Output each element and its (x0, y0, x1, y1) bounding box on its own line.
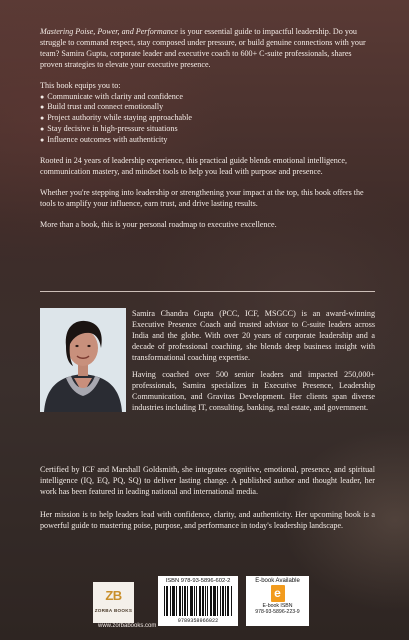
barcode-bar (227, 586, 228, 616)
barcode-bar (199, 586, 200, 616)
intro-text: is your essential guide to impactful leadership. Do you struggle to command respect, stay composed under pressure, or build genuine connections with your team? Samira Gupta, corporate leader and executive coach to 600+ C-suite professionals, shares proven strategies to elevate your executive presence. (40, 27, 366, 69)
author-bio-2: Having coached over 500 senior leaders and impacted 250,000+ professionals, Samira specializes in Executive Presence, Leadership Communication, and Gravitas Development. Her clients span diverse industries including IT, consulting, banking, real estate, and government. (132, 370, 375, 412)
barcode-bar (172, 586, 173, 616)
barcode-bar (217, 586, 218, 616)
logo-text: ZB (105, 588, 122, 603)
barcode-bar (176, 586, 177, 616)
barcode-bar (214, 586, 215, 616)
book-title-italic: Mastering Poise, Power, and Performance (40, 27, 179, 36)
barcode-bar (228, 586, 229, 616)
barcode-bar (225, 586, 226, 616)
barcode-bar (179, 586, 180, 616)
barcode-bar (220, 586, 221, 616)
barcode-bar (196, 586, 197, 616)
barcode-bar (187, 586, 188, 616)
equips-heading: This book equips you to: (40, 80, 121, 90)
barcode-bar (185, 586, 186, 616)
author-bio-3: Certified by ICF and Marshall Goldsmith, she integrates cognitive, emotional, presence, and spiritual intelligence (IQ, EQ, PQ, SQ) to deliver lasting change. A published author and thought leader, her work has been featured in leading national and international media. (40, 465, 375, 496)
book-blurb (40, 27, 375, 241)
barcode-bar (180, 586, 181, 616)
barcode-bar (203, 586, 204, 616)
benefit-list (40, 92, 375, 147)
isbn-label: ISBN 978-93-5896-602-2 (165, 578, 231, 584)
barcode-bar (205, 586, 206, 616)
barcode-bar (200, 586, 201, 616)
publisher-name: ZORBA BOOKS (94, 608, 133, 613)
benefit-item: ● Build trust and connect emotionally (40, 102, 375, 113)
barcode-bar (213, 586, 214, 616)
ebook-isbn-label: E-book ISBN (262, 603, 293, 609)
ebook-icon: e (271, 585, 285, 602)
author-photo (40, 308, 126, 412)
publisher-website[interactable]: www.zorbabooks.com (98, 623, 157, 629)
barcode-bar (173, 586, 174, 616)
author-bio-4: Her mission is to help leaders lead with confidence, clarity, and authenticity. Her upcoming book is a powerful guide to mastering poise, purpose, and performance in today's leadership landscape. (40, 510, 375, 530)
barcode-bar (231, 586, 232, 616)
barcode-bar (223, 586, 224, 616)
barcode-bar (215, 586, 216, 616)
barcode-bar (182, 586, 183, 616)
barcode-bar (191, 586, 192, 616)
benefit-item: ● Influence outcomes with authenticity (40, 135, 375, 146)
publisher-logo (93, 582, 134, 623)
barcode-bar (167, 586, 168, 616)
rooted-paragraph: Rooted in 24 years of leadership experience, this practical guide blends emotional intelligence, communication mastery, and mindset tools to help you lead with purpose and presence. (40, 156, 348, 176)
intro-paragraph (40, 27, 375, 71)
barcode-bar (184, 586, 185, 616)
barcode-bar (174, 586, 175, 616)
barcode-bar (210, 586, 211, 616)
closing-paragraph: More than a book, this is your personal roadmap to executive excellence. (40, 219, 277, 229)
barcode-digits: 9789358966022 (177, 618, 219, 624)
barcode-bar (166, 586, 167, 616)
barcode-bar (164, 586, 165, 616)
author-bio-1: Samira Chandra Gupta (PCC, ICF, MSGCC) is an award-winning Executive Presence Coach and trusted advisor to C-suite leaders across India and the globe. With over 20 years of corporate leadership and a decade of professional coaching, she blends deep business insight with transformational coaching expertise. (132, 309, 375, 362)
benefit-item: ● Project authority while staying approachable (40, 113, 375, 124)
barcode-bar (222, 586, 223, 616)
author-portrait-graphic (40, 308, 126, 412)
barcode-bar (170, 586, 171, 616)
zorba-logo-mark (105, 588, 121, 603)
barcode-bar (190, 586, 191, 616)
benefit-item: ● Stay decisive in high-pressure situations (40, 124, 375, 135)
isbn-barcode (158, 576, 238, 626)
barcode-bar (207, 586, 208, 616)
ebook-isbn-number: 978-93-5896-223-9 (255, 609, 300, 615)
barcode-bar (194, 586, 195, 616)
barcode-graphic (164, 586, 232, 618)
barcode-bar (192, 586, 193, 616)
whether-paragraph: Whether you're stepping into leadership or strengthening your impact at the top, this book offers the tools to amplify your influence, earn trust, and drive lasting results. (40, 187, 364, 208)
section-divider (40, 291, 375, 292)
barcode-bar (211, 586, 212, 616)
ebook-panel (246, 576, 309, 626)
benefit-item: ● Communicate with clarity and confidence (40, 92, 375, 103)
ebook-available-label: E-book Available (255, 578, 300, 584)
barcode-bar (202, 586, 203, 616)
